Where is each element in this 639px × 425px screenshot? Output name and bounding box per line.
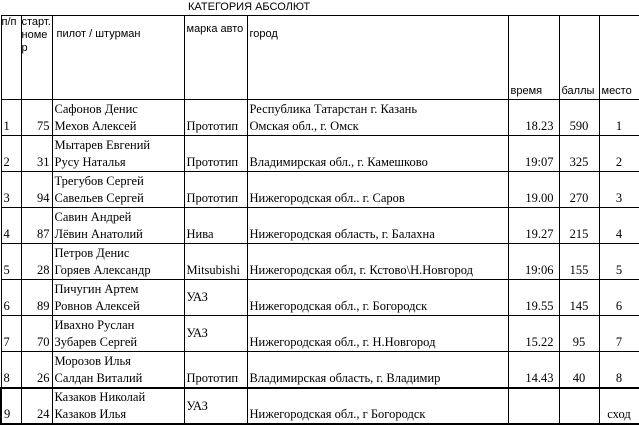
navigator-name: Мехов Алексей (54, 119, 137, 133)
navigator-name: Ровнов Алексей (54, 299, 140, 313)
pilot-name: Казаков Николай (54, 390, 146, 404)
category-title: КАТЕГОРИЯ АБСОЛЮТ (188, 1, 311, 13)
pilot-name: Пичугин Артем (54, 282, 139, 296)
navigator-name: Русу Наталья (54, 155, 126, 169)
cell-start: 26 (21, 352, 52, 389)
navigator-name: Савельев Сергей (54, 191, 144, 205)
cell-num: 6 (1, 280, 21, 316)
cell-place: 8 (599, 352, 639, 389)
cell-time: 15.22 (508, 316, 559, 352)
cell-time (508, 388, 559, 424)
navigator-name: Казаков Илья (54, 407, 127, 421)
cell-place: 2 (599, 136, 639, 172)
cell-car: Прототип (184, 172, 247, 208)
cell-time: 19.00 (508, 172, 559, 208)
cell-time: 18.23 (508, 100, 559, 136)
cell-points (559, 388, 599, 424)
cell-time: 19:06 (508, 244, 559, 280)
cell-points: 270 (559, 172, 599, 208)
cell-place: 6 (599, 280, 639, 316)
city-line-1: Республика Татарстан г. Казань (249, 102, 418, 116)
cell-city (247, 316, 508, 352)
cell-city (247, 136, 508, 172)
cell-crew (52, 280, 184, 316)
cell-city (247, 244, 508, 280)
cell-city (247, 280, 508, 316)
cell-time: 19:07 (508, 136, 559, 172)
city-line-2: Нижегородская обл, г. Кстово\Н.Новгород (249, 263, 473, 277)
cell-crew (52, 316, 184, 352)
table-row (1, 280, 639, 316)
table-row (1, 208, 639, 244)
navigator-name: Салдан Виталий (54, 371, 143, 385)
cell-car: Нива (184, 208, 247, 244)
pilot-name: Морозов Илья (54, 354, 131, 368)
header-start: старт. номер (21, 16, 52, 100)
cell-crew (52, 208, 184, 244)
cell-car: Прототип (184, 100, 247, 136)
table-row (1, 172, 639, 208)
cell-start: 89 (21, 280, 52, 316)
cell-city (247, 388, 508, 424)
cell-start: 70 (21, 316, 52, 352)
cell-crew (52, 100, 184, 136)
table-row (1, 352, 639, 389)
cell-time: 19.27 (508, 208, 559, 244)
navigator-name: Зубарев Сергей (54, 335, 138, 349)
cell-start: 87 (21, 208, 52, 244)
navigator-name: Лёвин Анатолий (54, 227, 143, 241)
cell-num: 9 (1, 388, 21, 424)
cell-num: 7 (1, 316, 21, 352)
cell-place: сход (599, 388, 639, 424)
cell-points: 325 (559, 136, 599, 172)
cell-num: 4 (1, 208, 21, 244)
cell-car: УАЗ (184, 316, 247, 352)
cell-points: 95 (559, 316, 599, 352)
cell-city (247, 352, 508, 389)
cell-num: 3 (1, 172, 21, 208)
table-row (1, 388, 639, 424)
city-line-2: Нижегородская область, г. Балахна (249, 227, 435, 241)
city-line-2: Владимирская обл., г. Камешково (249, 155, 428, 169)
cell-car: УАЗ (184, 280, 247, 316)
city-line-2: Нижегородская обл., г Богородск (249, 407, 426, 421)
city-line-2: Нижегородская обл., г. Н.Новгород (249, 335, 436, 349)
pilot-name: Ивахно Руслан (54, 318, 135, 332)
cell-crew (52, 244, 184, 280)
cell-car: Прототип (184, 352, 247, 389)
cell-num: 2 (1, 136, 21, 172)
header-time: время (508, 16, 559, 100)
table-row (1, 136, 639, 172)
cell-crew (52, 136, 184, 172)
cell-start: 24 (21, 388, 52, 424)
city-line-2: Нижегородская обл.. г. Саров (249, 191, 405, 205)
cell-start: 94 (21, 172, 52, 208)
table-row (1, 100, 639, 136)
header-points: баллы (559, 16, 599, 100)
pilot-name: Петров Денис (54, 246, 130, 260)
cell-start: 31 (21, 136, 52, 172)
table-title-bar (0, 0, 639, 15)
cell-num: 5 (1, 244, 21, 280)
city-line-2: Нижегородская обл., г. Богородск (249, 299, 428, 313)
pilot-name: Сафонов Денис (54, 102, 138, 116)
cell-start: 28 (21, 244, 52, 280)
cell-points: 40 (559, 352, 599, 389)
cell-start: 75 (21, 100, 52, 136)
cell-place: 3 (599, 172, 639, 208)
cell-points: 145 (559, 280, 599, 316)
cell-crew (52, 388, 184, 424)
cell-city (247, 208, 508, 244)
pilot-name: Мытарев Евгений (54, 138, 151, 152)
header-city: город (247, 16, 508, 100)
cell-points: 215 (559, 208, 599, 244)
header-car: марка авто (184, 16, 247, 100)
cell-place: 5 (599, 244, 639, 280)
header-place: место (599, 16, 639, 100)
cell-crew (52, 172, 184, 208)
cell-points: 590 (559, 100, 599, 136)
cell-city (247, 172, 508, 208)
table-row (1, 244, 639, 280)
cell-place: 1 (599, 100, 639, 136)
cell-points: 155 (559, 244, 599, 280)
cell-num: 1 (1, 100, 21, 136)
cell-time: 14.43 (508, 352, 559, 389)
cell-num: 8 (1, 352, 21, 389)
cell-car: Прототип (184, 136, 247, 172)
cell-car: Mitsubishi (184, 244, 247, 280)
cell-place: 4 (599, 208, 639, 244)
city-line-2: Омская обл., г. Омск (249, 119, 359, 133)
header-pilot: пилот / штурман (52, 16, 184, 100)
cell-place: 7 (599, 316, 639, 352)
table-row (1, 316, 639, 352)
results-table (0, 15, 639, 425)
cell-car: УАЗ (184, 388, 247, 424)
city-line-2: Владимирская область, г. Владимир (249, 371, 441, 385)
cell-crew (52, 352, 184, 389)
cell-city (247, 100, 508, 136)
cell-time: 19.55 (508, 280, 559, 316)
navigator-name: Горяев Александр (54, 263, 151, 277)
header-num: п/п (1, 16, 21, 100)
pilot-name: Трегубов Сергей (54, 174, 144, 188)
header-row (1, 16, 639, 100)
pilot-name: Савин Андрей (54, 210, 132, 224)
